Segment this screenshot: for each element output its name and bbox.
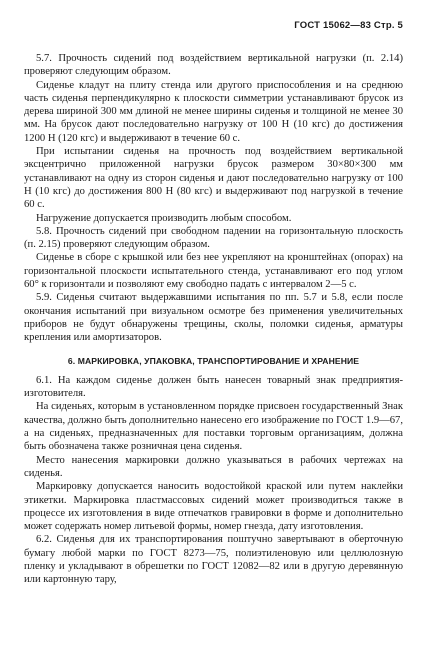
paragraph-5-9: 5.9. Сиденья считают выдержавшими испытания по пп. 5.7 и 5.8, если после окончания испытаний при визуальном осмотре без применения увеличительных приборов не будут обнаружены трещины, сколы, поломки сиденья, арматуры крепления или амортизаторов. — [24, 292, 403, 344]
paragraph-5-8: 5.8. Прочность сидений при свободном падении на горизонтальную плоскость (п. 2.15) проверяют следующим образом. — [24, 225, 403, 251]
paragraph-6-2: 6.2. Сиденья для их транспортирования поштучно завертывают в оберточную бумагу любой марки по ГОСТ 8273—75, полиэтиленовую или целлюлозную пленку и укладывают в обрешетки по ГОСТ 12082—82 или в другую деревянную или картонную тару, — [24, 534, 403, 586]
paragraph: Место нанесения маркировки должно указываться в рабочих чертежах на сиденья. — [24, 454, 403, 479]
paragraph-5-7: 5.7. Прочность сидений под воздействием вертикальной нагрузки (п. 2.14) проверяют следующим образом. — [24, 53, 403, 78]
paragraph: При испытании сиденья на прочность под воздействием вертикальной эксцентрично приложенной нагрузки брусок размером 30×80×300 мм устанавливают на одну из сторон сиденья и дают последовательно нагрузку от 100 Н (10 кгс) до достижения 800 Н (80 кгс) и выдерживают под нагрузкой в течение 60 с. — [24, 146, 403, 211]
paragraph: Сиденье в сборе с крышкой или без нее укрепляют на кронштейнах (опорах) на горизонтальной плоскости испытательного стенда, устанавливают его под углом 60° к горизонтали и позволяют ему свободно падать с интервалом 2—5 с. — [24, 252, 403, 291]
page-body — [24, 52, 403, 587]
page-header: ГОСТ 15062—83 Стр. 5 — [294, 20, 403, 31]
paragraph: Сиденье кладут на плиту стенда или другого приспособления и на среднюю часть сиденья перпендикулярно к плоскости симметрии устанавливают брусок из дерева шириной 300 мм длиной не менее ширины сиденья и толщиной не менее 30 мм. На брусок дают последовательно нагрузку от 100 Н (10 кгс) до достижения 1200 Н (120 кгс) и выдерживают в течение 60 с. — [24, 79, 403, 144]
paragraph: Нагружение допускается производить любым способом. — [36, 212, 292, 224]
paragraph: На сиденьях, которым в установленном порядке присвоен государственный Знак качества, должно быть дополнительно нанесено его изображение по ГОСТ 1.9—67, а на сиденьях, предназначенных для поставки торговым организациям, должна быть обозначена также розничная цена сиденья. — [24, 401, 403, 453]
paragraph: Маркировку допускается наносить водостойкой краской или путем наклейки этикетки. Маркировка пластмассовых сидений может производиться также в процессе их изготовления в виде отпечатков гравировки в форме и дополнительно может содержать номер литьевой формы, номер гнезда, дату изготовления. — [24, 481, 403, 533]
paragraph-6-1: 6.1. На каждом сиденье должен быть нанесен товарный знак предприятия-изготовителя. — [24, 374, 403, 400]
section-heading: 6. МАРКИРОВКА, УПАКОВКА, ТРАНСПОРТИРОВАНИЕ И ХРАНЕНИЕ — [67, 355, 360, 366]
